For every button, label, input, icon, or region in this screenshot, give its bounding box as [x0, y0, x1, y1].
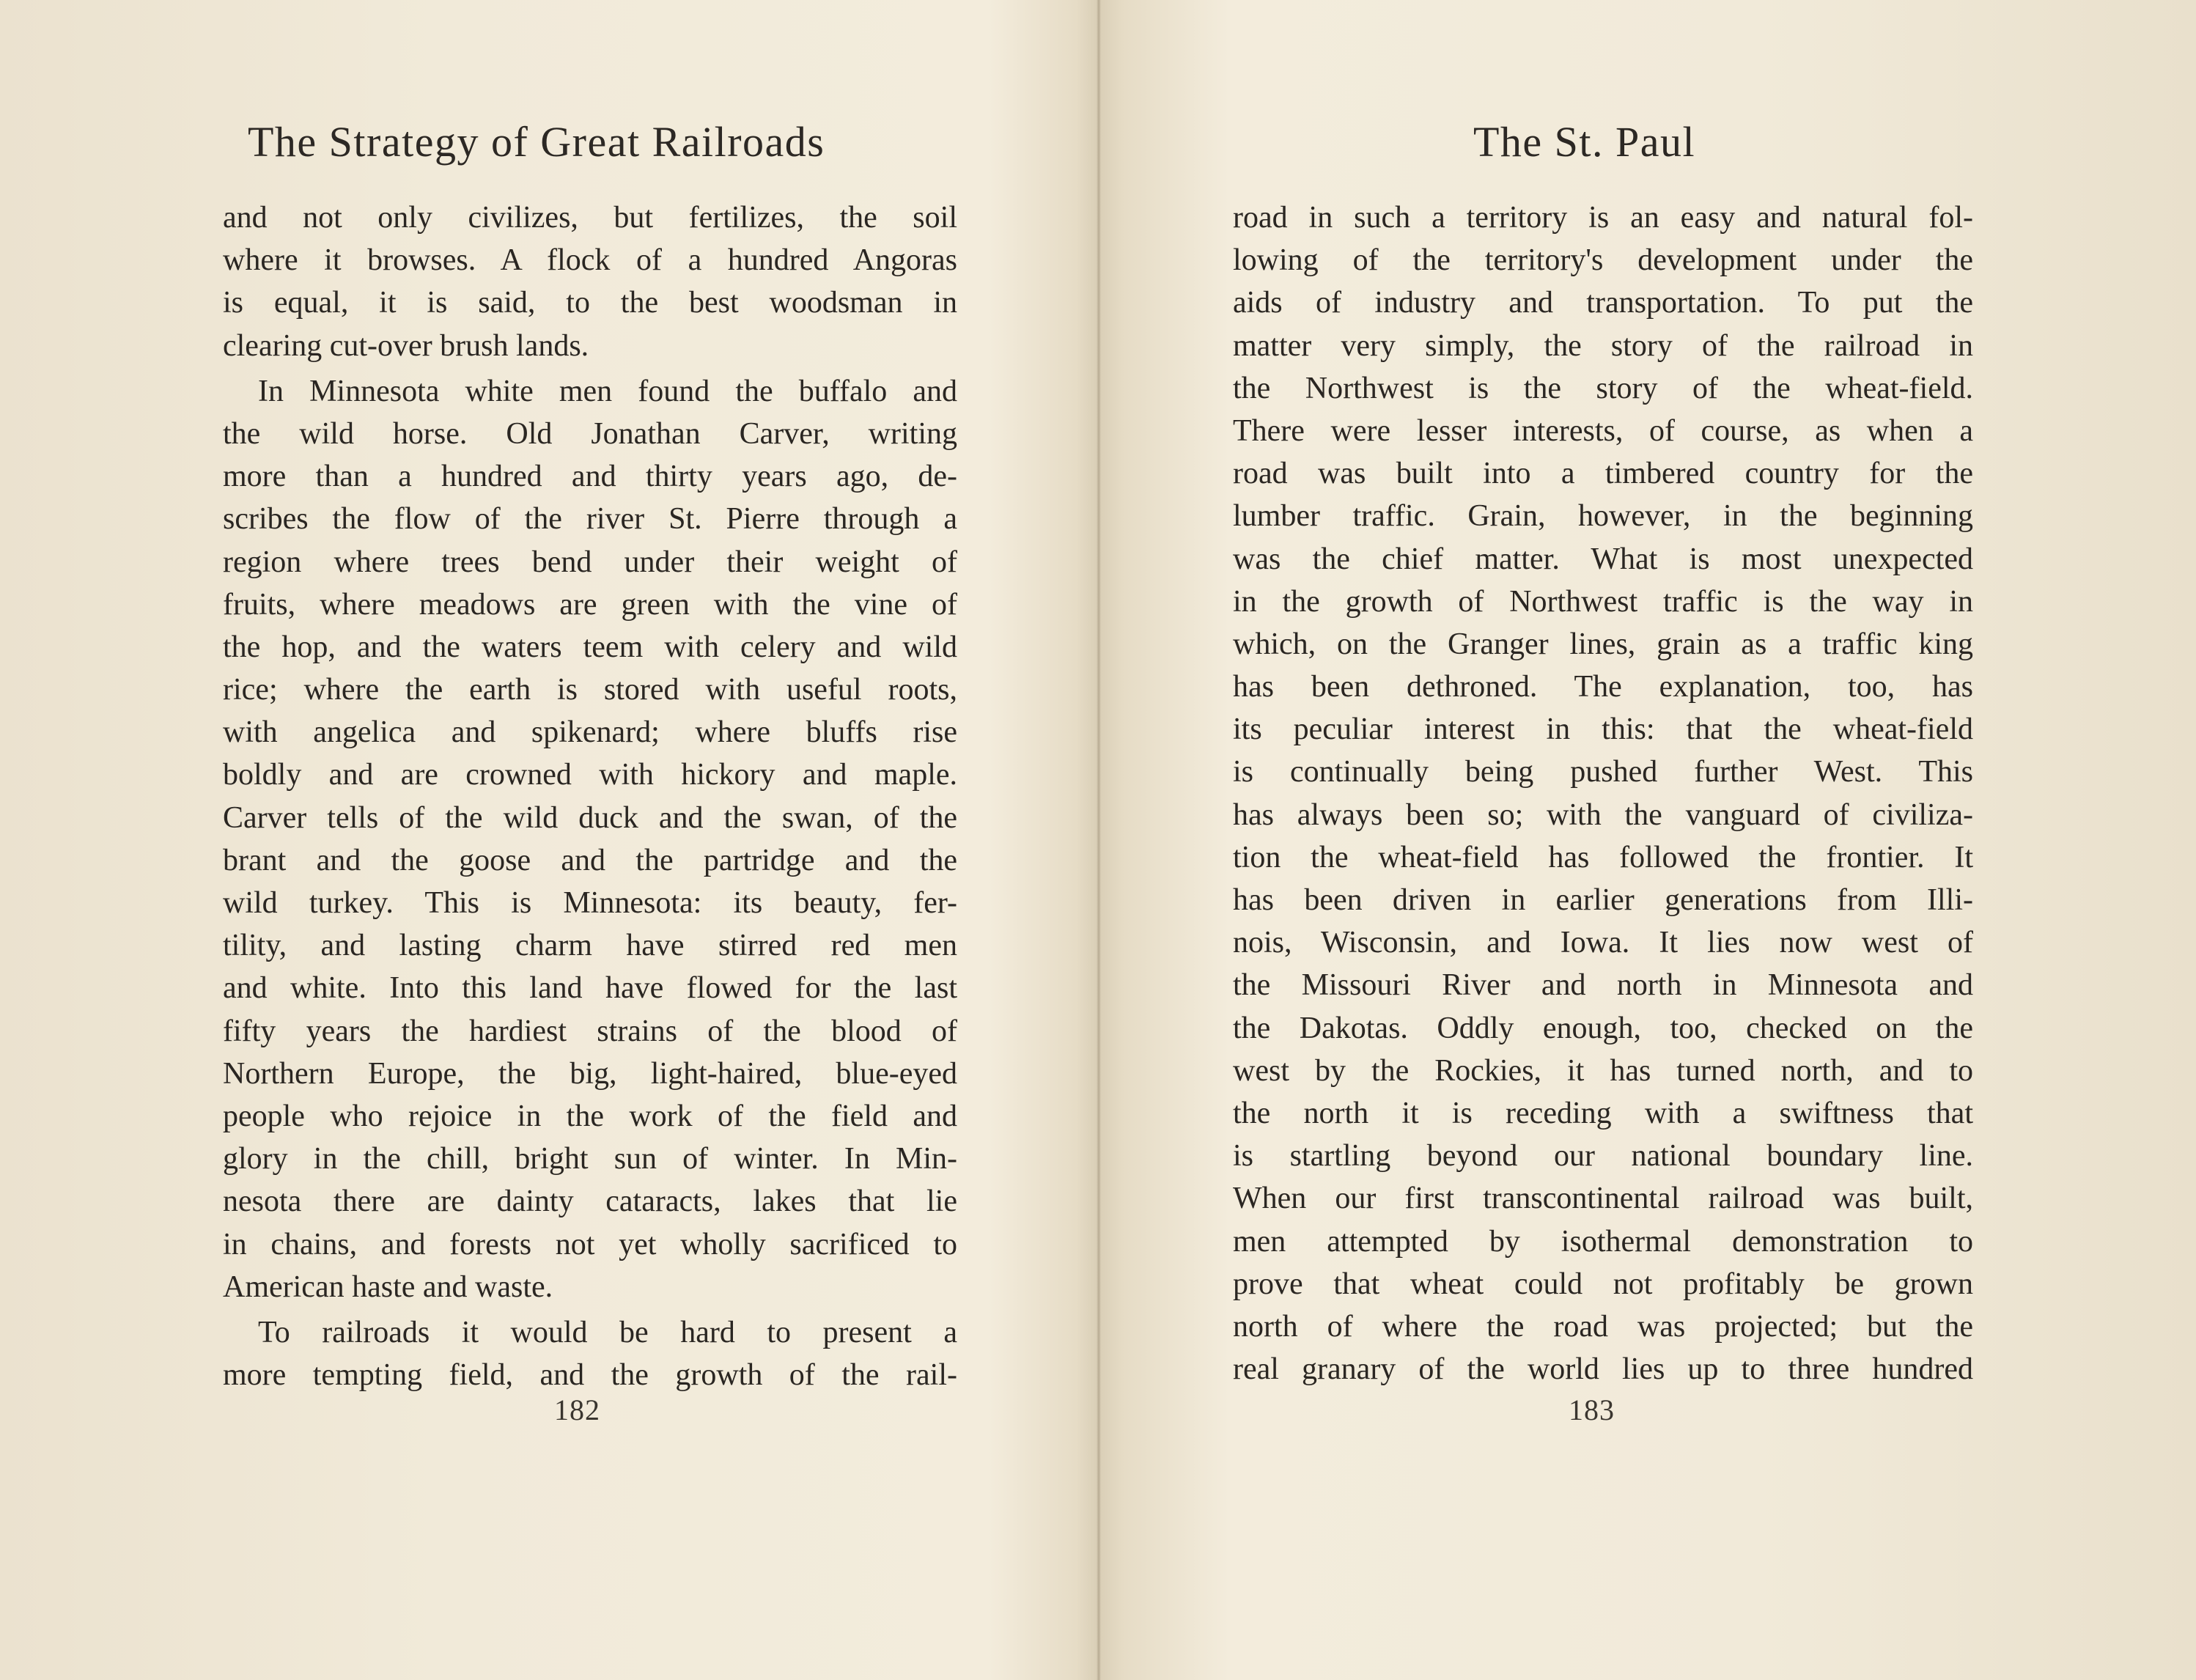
text-line: people who rejoice in the work of the field and [223, 1099, 957, 1133]
text-line: more tempting field, and the growth of the rail- [223, 1358, 957, 1393]
text-line: road was built into a timbered country for the [1233, 457, 1973, 491]
text-line: Northern Europe, the big, light-haired, blue-eyed [223, 1056, 957, 1091]
text-line: is startling beyond our national boundary line. [1233, 1139, 1973, 1174]
text-line: real granary of the world lies up to three hundred [1233, 1352, 1973, 1387]
text-line: brant and the goose and the partridge and the [223, 843, 957, 877]
text-line: matter very simply, the story of the railroad in [1233, 328, 1973, 363]
text-line: road in such a territory is an easy and natural fol- [1233, 201, 1973, 235]
text-line: nois, Wisconsin, and Iowa. It lies now west of [1233, 926, 1973, 960]
left-running-head: The Strategy of Great Railroads [248, 118, 825, 166]
text-line: glory in the chill, bright sun of winter. In Min- [223, 1142, 957, 1176]
text-line: lowing of the territory's development under the [1233, 243, 1973, 278]
text-line: the Dakotas. Oddly enough, too, checked on the [1233, 1011, 1973, 1045]
text-line: rice; where the earth is stored with useful roots, [223, 673, 957, 707]
left-body-text [223, 196, 957, 1396]
text-line: has been dethroned. The explanation, too, has [1233, 670, 1973, 704]
text-line: north of where the road was projected; but the [1233, 1309, 1973, 1344]
text-line: the wild horse. Old Jonathan Carver, writing [223, 416, 957, 451]
text-line: tion the wheat-field has followed the frontier. It [1233, 840, 1973, 874]
text-line: prove that wheat could not profitably be grown [1233, 1267, 1973, 1301]
text-line: is continually being pushed further West. This [1233, 755, 1973, 789]
text-line: which, on the Granger lines, grain as a traffic king [1233, 627, 1973, 661]
text-line: nesota there are dainty cataracts, lakes that lie [223, 1185, 957, 1219]
left-page-number: 182 [554, 1393, 600, 1426]
text-line: When our first transcontinental railroad was built, [1233, 1182, 1973, 1216]
text-line: boldly and are crowned with hickory and maple. [223, 758, 957, 792]
text-line: in chains, and forests not yet wholly sacrificed to [223, 1227, 957, 1261]
text-line: is equal, it is said, to the best woodsman in [223, 286, 957, 320]
text-line: In Minnesota white men found the buffalo and [258, 374, 957, 408]
text-line: and white. Into this land have flowed for the last [223, 971, 957, 1006]
text-line: fifty years the hardiest strains of the blood of [223, 1014, 957, 1048]
text-line: tility, and lasting charm have stirred red men [223, 929, 957, 963]
text-line: the hop, and the waters teem with celery and wild [223, 630, 957, 664]
text-line: To railroads it would be hard to present a [258, 1315, 957, 1349]
text-line: Carver tells of the wild duck and the swan, of the [223, 800, 957, 835]
text-line: its peculiar interest in this: that the wheat-field [1233, 712, 1973, 747]
text-line: the Northwest is the story of the wheat-field. [1233, 371, 1973, 405]
text-line: with angelica and spikenard; where bluffs rise [223, 715, 957, 750]
text-line: has been driven in earlier generations from Illi- [1233, 883, 1973, 917]
text-line: fruits, where meadows are green with the vine of [223, 587, 957, 622]
text-line: American haste and waste. [223, 1270, 553, 1304]
right-page [1098, 0, 2196, 1680]
text-line: aids of industry and transportation. To put the [1233, 286, 1973, 320]
text-line: and not only civilizes, but fertilizes, the soil [223, 201, 957, 235]
right-page-number: 183 [1569, 1393, 1615, 1426]
text-line: west by the Rockies, it has turned north, and to [1233, 1053, 1973, 1088]
text-line: There were lesser interests, of course, as when a [1233, 413, 1973, 448]
text-line: the Missouri River and north in Minnesota and [1233, 968, 1973, 1003]
text-line: clearing cut-over brush lands. [223, 328, 589, 363]
text-line: more than a hundred and thirty years ago, de- [223, 460, 957, 494]
text-line: men attempted by isothermal demonstration to [1233, 1224, 1973, 1259]
text-line: wild turkey. This is Minnesota: its beauty, fer- [223, 886, 957, 920]
text-line: where it browses. A flock of a hundred Angoras [223, 243, 957, 278]
text-line: the north it is receding with a swiftness that [1233, 1096, 1973, 1130]
right-running-head: The St. Paul [1473, 118, 1696, 166]
text-line: region where trees bend under their weight of [223, 545, 957, 579]
text-line: has always been so; with the vanguard of civiliza- [1233, 797, 1973, 832]
text-line: was the chief matter. What is most unexpected [1233, 542, 1973, 576]
text-line: scribes the flow of the river St. Pierre through a [223, 502, 957, 537]
right-body-text [1233, 196, 1973, 1390]
text-line: in the growth of Northwest traffic is the way in [1233, 584, 1973, 619]
text-line: lumber traffic. Grain, however, in the beginning [1233, 499, 1973, 534]
